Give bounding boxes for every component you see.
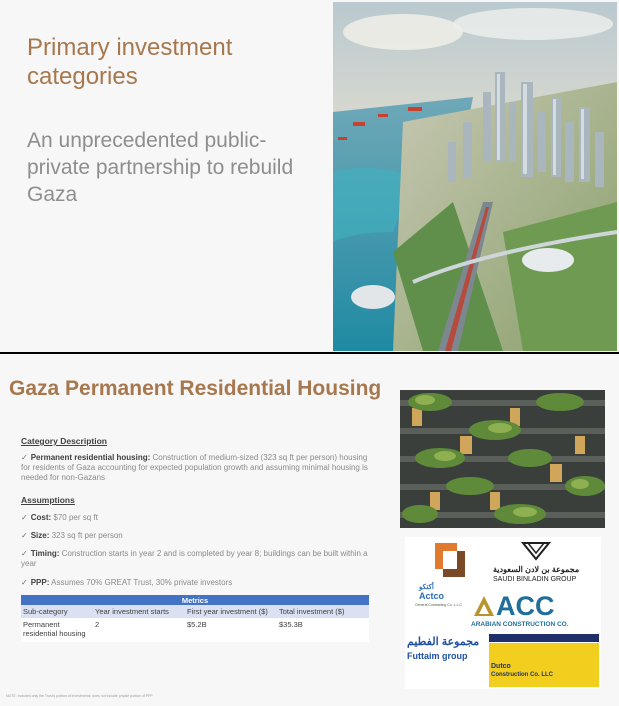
table-cell: Permanent residential housing xyxy=(21,618,93,642)
column-header-row xyxy=(21,605,369,618)
metrics-table xyxy=(21,595,369,642)
futtaim-arabic: مجموعة الفطيم xyxy=(407,636,480,648)
column-header: Sub-category xyxy=(21,605,93,618)
actco-name: Actco xyxy=(419,591,445,601)
footnote: NOTE: Includes only the Trust's portion of investments; does not include private portion of PPP xyxy=(6,694,153,698)
dutco-logo xyxy=(489,643,599,687)
bullet-text: Construction of medium-sized (323 sq ft per person) housing for residents of Gaza accounting for expected population growth and assuming minimal housing is needed for non-Gazans xyxy=(21,453,368,482)
slide-residential-housing xyxy=(0,354,619,706)
bullet-label: PPP: xyxy=(30,578,50,587)
category-heading: Category Description xyxy=(21,436,107,446)
metrics-title-row xyxy=(21,595,369,605)
assumption-cost xyxy=(21,513,369,523)
binladin-arabic: مجموعة بن لادن السعودية xyxy=(493,565,580,574)
assumption-timing xyxy=(21,549,369,569)
check-icon: ✓ xyxy=(21,531,28,540)
bullet-label: Timing: xyxy=(30,549,60,558)
bullet-text: 323 sq ft per person xyxy=(49,531,123,540)
futuristic-city-image xyxy=(333,2,617,351)
bullet-label: Cost: xyxy=(30,513,52,522)
check-icon: ✓ xyxy=(21,578,28,587)
futtaim-name: Futtaim group xyxy=(407,651,468,661)
bullet-text: Construction starts in year 2 and is completed by year 8; buildings can be built within a year xyxy=(21,549,368,568)
assumptions-heading: Assumptions xyxy=(21,495,75,505)
slide-investment-categories xyxy=(0,0,619,352)
check-icon: ✓ xyxy=(21,513,28,522)
dutco-name: Dutco xyxy=(491,663,511,670)
slide-subtitle: An unprecedented public-private partnership to rebuild Gaza xyxy=(27,129,294,206)
acc-subtitle: ARABIAN CONSTRUCTION CO. xyxy=(471,621,569,628)
slide-title: Gaza Permanent Residential Housing xyxy=(9,377,382,400)
dutco-subtitle: Construction Co. LLC xyxy=(491,672,553,678)
actco-subtitle: General Contracting Co. L.L.C xyxy=(415,603,463,607)
table-cell: $35.3B xyxy=(277,618,369,642)
assumption-ppp xyxy=(21,578,369,588)
table-row xyxy=(21,618,369,642)
acc-name: ACC xyxy=(496,591,555,621)
actco-arabic: أكتكو xyxy=(419,584,434,591)
table-cell: $5.2B xyxy=(185,618,277,642)
bullet-text: $70 per sq ft xyxy=(51,513,98,522)
column-header: Total investment ($) xyxy=(277,605,369,618)
bullet-label: Size: xyxy=(30,531,50,540)
bullet-text: Assumes 70% GREAT Trust, 30% private investors xyxy=(49,578,233,587)
category-bullet xyxy=(21,453,369,483)
green-building-image xyxy=(400,390,605,528)
metrics-title: Metrics xyxy=(21,595,369,605)
column-header: First year investment ($) xyxy=(185,605,277,618)
check-icon: ✓ xyxy=(21,453,28,462)
slide-title: Primary investment categories xyxy=(27,34,233,90)
acc-triangle-icon xyxy=(473,595,495,617)
binladin-name: SAUDI BINLADIN GROUP xyxy=(493,576,577,583)
bullet-label: Permanent residential housing: xyxy=(30,453,151,462)
column-header: Year investment starts xyxy=(93,605,185,618)
dutco-arabic-bar xyxy=(489,634,599,642)
check-icon: ✓ xyxy=(21,549,28,558)
binladin-emblem-icon xyxy=(521,541,551,561)
table-cell: 2 xyxy=(93,618,185,642)
squares-logo-icon xyxy=(435,543,465,577)
partner-logos xyxy=(405,537,601,689)
assumption-size xyxy=(21,531,369,541)
